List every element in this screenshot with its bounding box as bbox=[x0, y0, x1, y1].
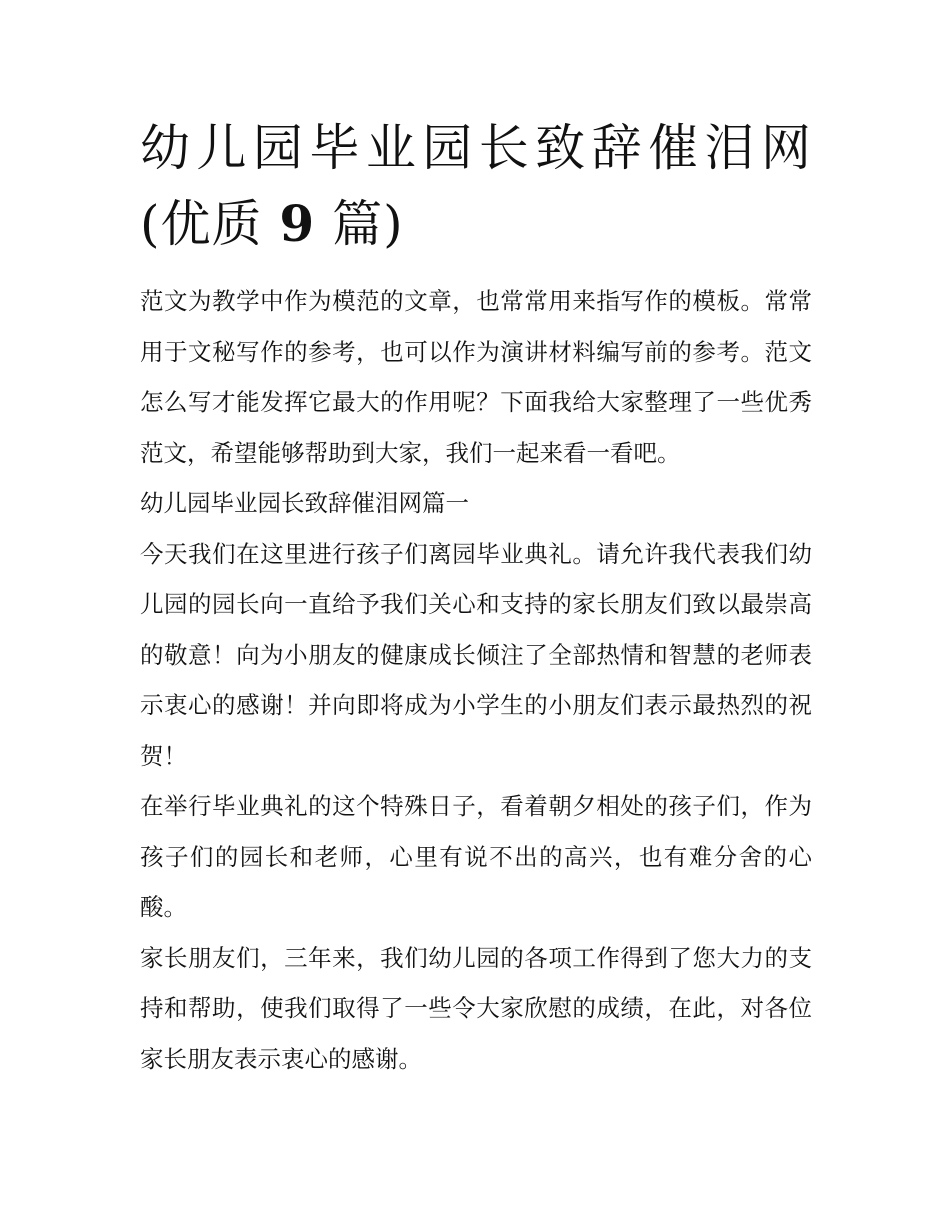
body-paragraph: 今天我们在这里进行孩子们离园毕业典礼。请允许我代表我们幼儿园的园长向一直给予我们关心和支持的家长朋友们致以最崇高的敬意！向为小朋友的健康成长倾注了全部热情和智慧的老师表示衷心的感谢！并向即将成为小学生的小朋友们表示最热烈的祝贺！ bbox=[140, 539, 812, 770]
document-body bbox=[140, 110, 812, 1084]
document-title bbox=[140, 110, 812, 262]
title-text-start: 幼儿园毕业园长致辞催泪网(优质 bbox=[140, 119, 812, 253]
section-heading: 幼儿园毕业园长致辞催泪网篇一 bbox=[140, 489, 469, 517]
body-paragraph: 家长朋友们，三年来，我们幼儿园的各项工作得到了您大力的支持和帮助，使我们取得了一些令大家欣慰的成绩，在此，对各位家长朋友表示衷心的感谢。 bbox=[140, 943, 812, 1073]
body-paragraph: 在举行毕业典礼的这个特殊日子，看着朝夕相处的孩子们，作为孩子们的园长和老师，心里有说不出的高兴，也有难分舍的心酸。 bbox=[140, 792, 812, 921]
intro-paragraph: 范文为教学中作为模范的文章，也常常用来指写作的模板。常常用于文秘写作的参考，也可以作为演讲材料编写前的参考。范文怎么写才能发挥它最大的作用呢？下面我给大家整理了一些优秀范文，希望能够帮助到大家，我们一起来看一看吧。 bbox=[140, 287, 812, 467]
title-number: 9 bbox=[279, 194, 316, 253]
title-text-end: 篇) bbox=[315, 195, 404, 253]
